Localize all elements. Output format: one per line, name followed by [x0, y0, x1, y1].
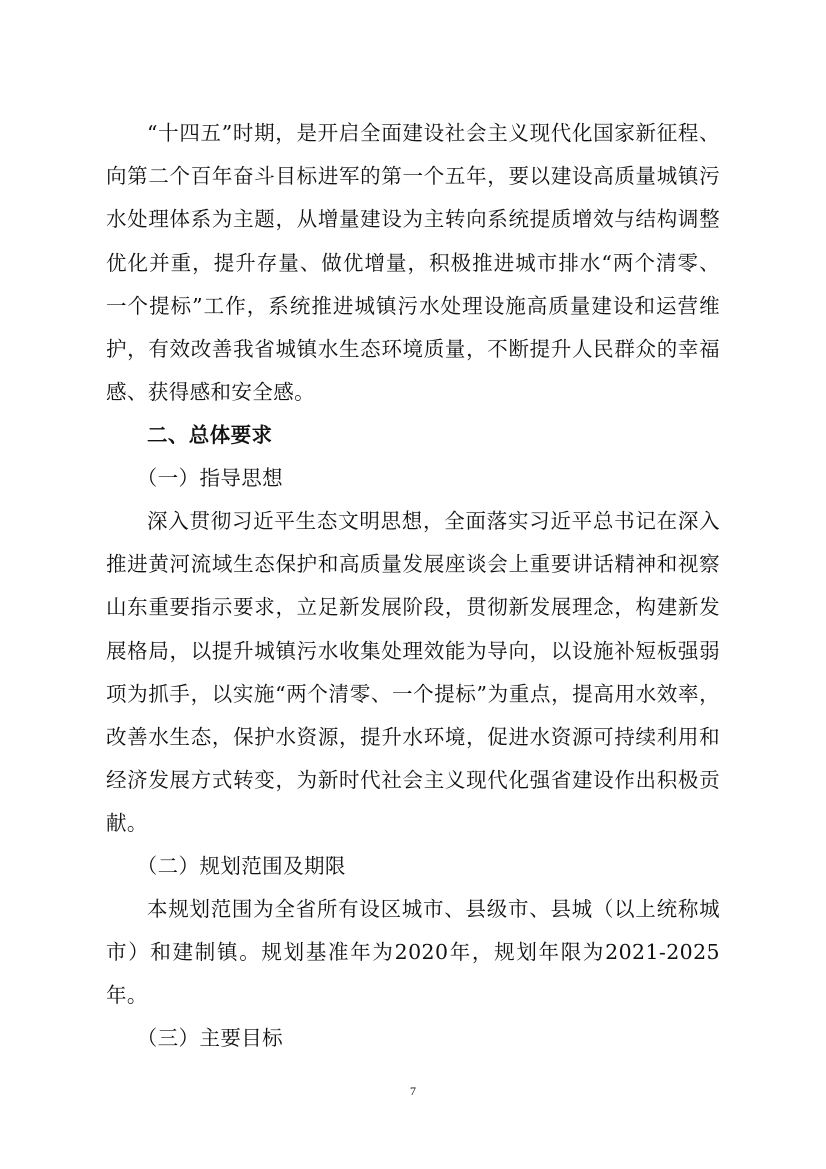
- page-number: 7: [410, 1084, 416, 1098]
- paragraph-intro: “十四五”时期，是开启全面建设社会主义现代化国家新征程、向第二个百年奋斗目标进军的第一个五年，要以建设高质量城镇污水处理体系为主题，从增量建设为主转向系统提质增效与结构调整优化并重，提升存量、做优增量，积极推进城市排水“两个清零、一个提标”工作，系统推进城镇污水处理设施高质量建设和运营维护，有效改善我省城镇水生态环境质量，不断提升人民群众的幸福感、获得感和安全感。: [106, 121, 720, 405]
- subheading-planning-scope: （二）规划范围及期限: [136, 854, 346, 878]
- subheading-main-goals: （三）主要目标: [136, 1026, 284, 1050]
- paragraph-planning-scope: 本规划范围为全省所有设区城市、县级市、县城（以上统称城市）和建制镇。规划基准年为2020年，规划年限为2021-2025年。: [106, 897, 720, 1008]
- section-heading-overall-requirements: 二、总体要求: [147, 423, 273, 447]
- subheading-guiding-ideology: （一）指导思想: [136, 466, 284, 490]
- paragraph-guiding-ideology: 深入贯彻习近平生态文明思想，全面落实习近平总书记在深入推进黄河流域生态保护和高质量发展座谈会上重要讲话精神和视察山东重要指示要求，立足新发展阶段，贯彻新发展理念，构建新发展格局，以提升城镇污水收集处理效能为导向，以设施补短板强弱项为抓手，以实施“两个清零、一个提标”为重点，提高用水效率，改善水生态，保护水资源，提升水环境，促进水资源可持续利用和经济发展方式转变，为新时代社会主义现代化强省建设作出积极贡献。: [106, 509, 720, 836]
